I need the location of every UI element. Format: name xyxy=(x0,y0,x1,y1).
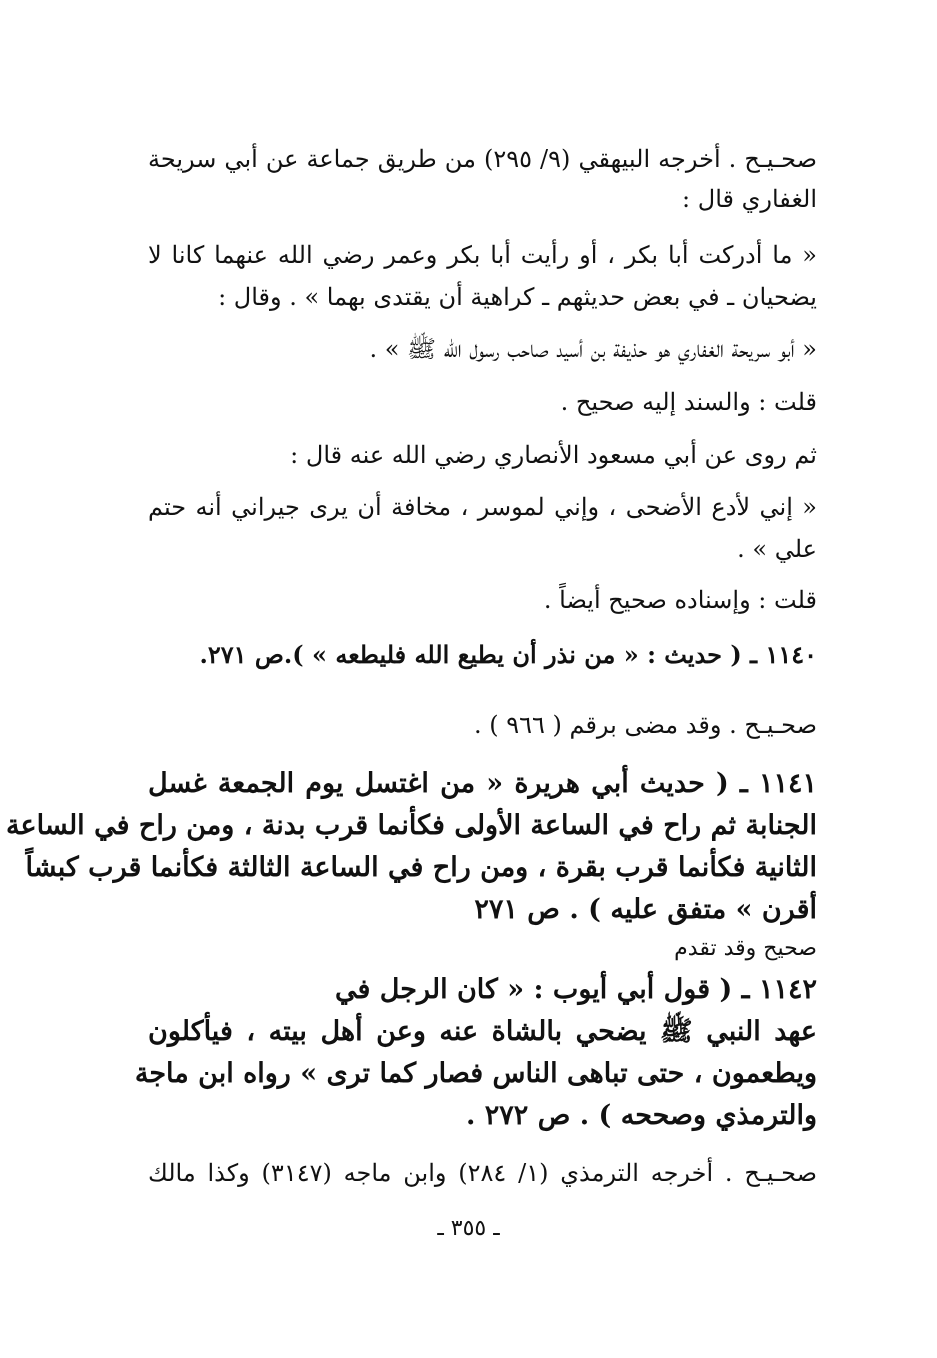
text-line: أقرن » متفق عليه ) . ص ٢٧١ xyxy=(474,894,817,925)
hadith-heading-1140: ١١٤٠ ـ ( حديث : « من نذر أن يطيع الله فليطعه » ).ص ٢٧١. xyxy=(199,640,817,669)
text-line: « ما أدركت أبا بكر ، أو رأيت أبا بكر وعمر رضي الله عنهما كانا لا xyxy=(148,241,817,269)
text-line: علي » . xyxy=(737,535,817,563)
text-line: صحـيـح . وقد مضى برقم ( ٩٦٦ ) . xyxy=(473,711,817,739)
text-line: قلت : والسند إليه صحيح . xyxy=(560,388,817,416)
hadith-heading-1142: ١١٤٢ ـ ( قول أبي أيوب : « كان الرجل في xyxy=(335,974,817,1005)
page-number: ـ ٣٥٥ ـ xyxy=(437,1216,500,1241)
text-line: « إني لأدع الأضحى ، وإني لموسر ، مخافة أن يرى جيراني أنه حتم xyxy=(148,493,817,521)
text-line: « أبو سريحة الغفاري هو حذيفة بن أسيد صاحب رسول الله ﷺ » . xyxy=(369,335,817,363)
text-line: الغفاري قال : xyxy=(682,185,817,213)
text-line: ويطعمون ، حتى تباهى الناس فصار كما ترى » رواه ابن ماجة xyxy=(134,1058,817,1089)
text-line: يضحيان ـ في بعض حديثهم ـ كراهية أن يقتدى بهما » . وقال : xyxy=(218,283,817,311)
text-line: قلت : وإسناده صحيح أيضاً . xyxy=(543,586,817,614)
text-line: صحـيـح . أخرجه الترمذي (١/ ٢٨٤) وابن ماجه (٣١٤٧) وكذا مالك xyxy=(148,1159,818,1187)
hadith-heading-1141: ١١٤١ ـ ( حديث أبي هريرة « من اغتسل يوم الجمعة غسل xyxy=(148,768,817,799)
text-line: الجنابة ثم راح في الساعة الأولى فكأنما قرب بدنة ، ومن راح في الساعة xyxy=(6,810,817,841)
text-line: ثم روى عن أبي مسعود الأنصاري رضي الله عنه قال : xyxy=(290,441,817,469)
text-line: عهد النبي ﷺ يضحي بالشاة عنه وعن أهل بيته ، فيأكلون xyxy=(148,1016,817,1047)
handwritten-note: صحيح وقد تقدم xyxy=(674,936,817,961)
text-line: والترمذي وصححه ) . ص ٢٧٢ . xyxy=(465,1100,817,1131)
text-line: صحـيـح . أخرجه البيهقي (٩/ ٢٩٥) من طريق جماعة عن أبي سريحة xyxy=(148,145,818,173)
text-line: الثانية فكأنما قرب بقرة ، ومن راح في الساعة الثالثة فكأنما قرب كبشاً xyxy=(25,852,817,883)
